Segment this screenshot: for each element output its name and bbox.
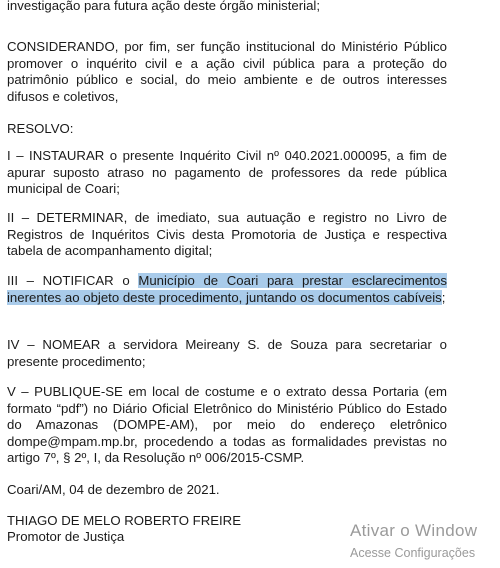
item-3-highlighted-text[interactable]: Município de Coari para prestar esclarecimentos inerentes ao objeto deste procedimento, juntando os documentos cabíveis bbox=[7, 273, 447, 305]
activation-watermark-title: Ativar o Window bbox=[350, 521, 478, 540]
item-3-paragraph bbox=[7, 273, 447, 306]
place-date: Coari/AM, 04 de dezembro de 2021. bbox=[7, 482, 220, 497]
fragment-top: investigação para futura ação deste órgão ministerial; bbox=[7, 0, 321, 13]
activation-watermark-subtitle: Acesse Configurações bbox=[350, 546, 476, 560]
item-4-paragraph: IV – NOMEAR a servidora Meireany S. de Souza para secretariar o presente procedimento; bbox=[7, 337, 447, 369]
item-5-paragraph: V – PUBLIQUE-SE em local de costume e o extrato dessa Portaria (em formato “pdf”) no Diário Oficial Eletrônico do Ministério Público do Estado do Amazonas (DOMPE-AM), por meio do endereço eletrônico dompe@mpam.mp.br, procedendo a todas as formalidades previstas no artigo 7º, § 2º, I, da Resolução nº 006/2015-CSMP. bbox=[7, 384, 447, 465]
item-1-paragraph: I – INSTAURAR o presente Inquérito Civil nº 040.2021.000095, a fim de apurar suposto atraso no pagamento de professores da rede pública municipal de Coari; bbox=[7, 148, 447, 196]
item-2-paragraph: II – DETERMINAR, de imediato, sua autuação e registro no Livro de Registros de Inquéritos Civis desta Promotoria de Justiça e respectiva tabela de acompanhamento digital; bbox=[7, 210, 447, 258]
resolvo-heading: RESOLVO: bbox=[7, 121, 74, 136]
item-3-prefix: III – NOTIFICAR o bbox=[7, 273, 139, 288]
considerando-paragraph: CONSIDERANDO, por fim, ser função institucional do Ministério Público promover o inquérito civil e a ação civil pública para a proteção do patrimônio público e social, do meio ambiente e de outros interesses difusos e coletivos, bbox=[7, 39, 447, 104]
item-3-suffix: ; bbox=[441, 289, 446, 305]
signer-name: THIAGO DE MELO ROBERTO FREIRE bbox=[7, 513, 241, 528]
signer-title: Promotor de Justiça bbox=[7, 529, 125, 544]
